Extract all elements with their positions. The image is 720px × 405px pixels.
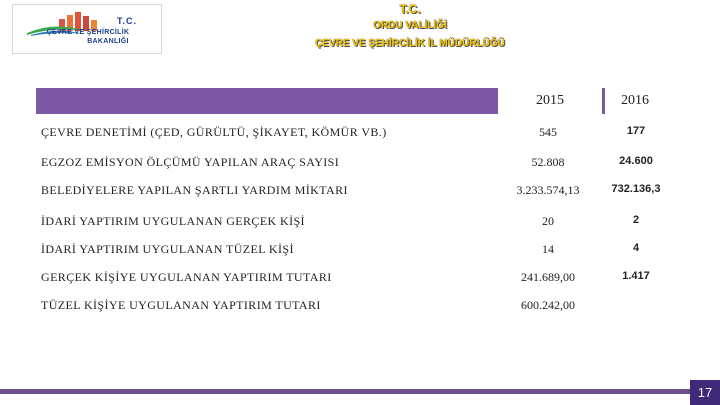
row-value-2015: 545 (539, 125, 557, 139)
page-number: 17 (690, 380, 720, 405)
header-dept: ÇEVRE VE ŞEHİRCİLİK İL MÜDÜRLÜĞÜ (315, 38, 505, 49)
year-header-2016: 2016 (605, 88, 665, 114)
row-value-2016: 2 (632, 214, 640, 226)
row-label: İDARİ YAPTIRIM UYGULANAN TÜZEL KİŞİ (41, 242, 294, 256)
row-label: EGZOZ EMİSYON ÖLÇÜMÜ YAPILAN ARAÇ SAYISI (41, 155, 340, 169)
logo-tc-text: T.C. (117, 16, 138, 26)
ministry-logo (12, 4, 162, 54)
row-label: ÇEVRE DENETİMİ (ÇED, GÜRÜLTÜ, ŞİKAYET, KÖMÜR VB.) (41, 125, 387, 139)
header-tc: T.C. (399, 2, 421, 16)
row-value-2016: 177 (626, 125, 646, 137)
year-header-2015: 2015 (498, 88, 602, 114)
row-label: İDARİ YAPTIRIM UYGULANAN GERÇEK KİŞİ (41, 214, 305, 228)
row-value-2015: 52.808 (531, 155, 565, 169)
logo-ministry-line1: ÇEVRE VE ŞEHİRCİLİK (46, 29, 130, 36)
row-value-2016: 24.600 (619, 155, 653, 167)
header-org: ORDU VALİLİĞİ (373, 20, 447, 31)
row-value-2016: 4 (632, 242, 640, 254)
row-label: TÜZEL KİŞİYE UYGULANAN YAPTIRIM TUTARI (41, 298, 321, 312)
row-value-2015: 241.689,00 (521, 270, 575, 284)
logo-ministry-line2: BAKANLIĞI (87, 38, 129, 45)
row-value-2016: 732.136,3 (611, 183, 661, 195)
row-label: BELEDİYELERE YAPILAN ŞARTLI YARDIM MİKTARI (41, 183, 348, 197)
row-value-2016: 1.417 (622, 270, 650, 282)
row-value-2015: 3.233.574,13 (516, 183, 580, 197)
row-value-2015: 14 (542, 242, 554, 256)
row-value-2015: 20 (542, 214, 554, 228)
footer-bar (0, 389, 690, 394)
row-label: GERÇEK KİŞİYE UYGULANAN YAPTIRIM TUTARI (41, 270, 332, 284)
row-value-2015: 600.242,00 (521, 298, 575, 312)
